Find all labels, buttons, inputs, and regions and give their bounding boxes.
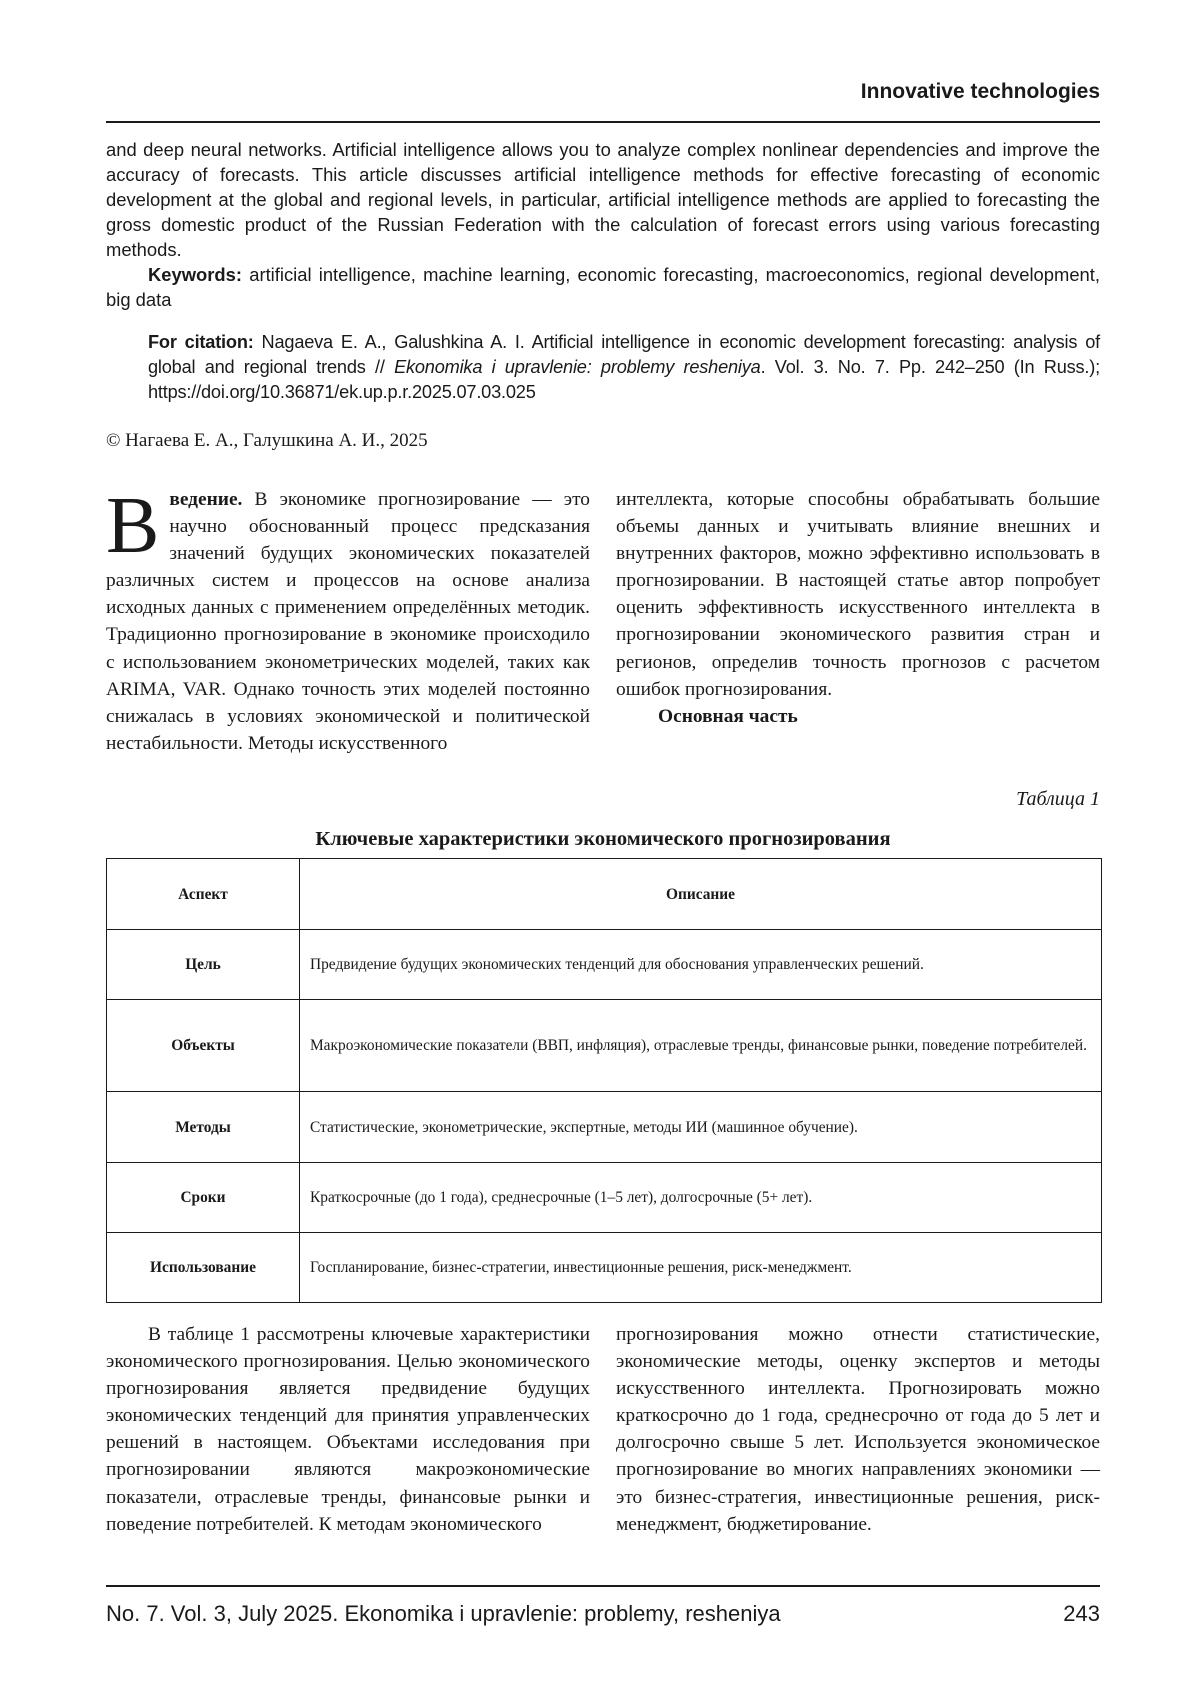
table-label: Таблица 1 [1016, 788, 1100, 810]
abstract-text: and deep neural networks. Artificial intelligence allows you to analyze complex nonlinear dependencies and improve the accuracy of forecasts. This article discusses artificial intelligence methods for effective forecasting of economic development at the global and regional levels, in particular, artificial intelligence methods are applied to forecasting the gross domestic product of the Russian Federation with the calculation of forecast errors using various forecasting methods. [106, 139, 1100, 260]
intro-paragraph [106, 482, 590, 757]
citation-text-2: . Vol. 3. No. 7. Pp. 242–250 (In Russ.); https://doi.org/10.36871/ek.up.p.r.2025.07.03.025 [148, 357, 1100, 402]
keywords [106, 262, 1100, 312]
intro-lead: ведение. [169, 489, 243, 510]
table-cell-description: Макроэкономические показатели (ВВП, инфляция), отраслевые тренды, финансовые рынки, поведение потребителей. [300, 1000, 1102, 1092]
table-row [107, 1163, 1102, 1233]
running-header: Innovative technologies [860, 80, 1100, 103]
table-row [107, 1233, 1102, 1303]
copyright: © Нагаева Е. А., Галушкина А. И., 2025 [106, 430, 428, 451]
abstract [106, 137, 1100, 312]
table-cell-description: Госпланирование, бизнес-стратегии, инвестиционные решения, риск-менеджмент. [300, 1233, 1102, 1303]
table-title: Ключевые характеристики экономического прогнозирования [315, 828, 891, 850]
table-row [107, 1092, 1102, 1163]
keywords-text: artificial intelligence, machine learning, economic forecasting, macroeconomics, regional development, big data [106, 264, 1100, 310]
table-cell-aspect: Объекты [107, 1000, 300, 1092]
footer-rule [106, 1585, 1100, 1587]
keywords-label: Keywords: [148, 264, 243, 285]
table-row [107, 930, 1102, 1000]
table-cell-aspect: Использование [107, 1233, 300, 1303]
body-left-column [106, 1321, 590, 1538]
header-rule [106, 121, 1100, 123]
citation-label: For citation: [148, 332, 254, 352]
citation-text-1: Nagaeva E. A., Galushkina A. I. Artificial intelligence in economic development forecasting: analysis of global and regional trends // [148, 332, 1100, 377]
table-cell-aspect: Цель [107, 930, 300, 1000]
characteristics-table [106, 858, 1102, 1303]
table-cell-aspect: Методы [107, 1092, 300, 1163]
intro-left-column [106, 482, 590, 757]
table-cell-description: Предвидение будущих экономических тенденций для обоснования управленческих решений. [300, 930, 1102, 1000]
body-left-text: В таблице 1 рассмотрены ключевые характеристики экономического прогнозирования. Целью экономического прогнозирования является предвидение будущих экономических тенденций для принятия управленческих решений в настоящем. Объектами исследования при прогнозировании являются макроэкономические показатели, отраслевые тренды, финансовые рынки и поведение потребителей. К методам экономического [106, 1324, 590, 1535]
table-header-aspect: Аспект [107, 859, 300, 930]
table-header-description: Описание [300, 859, 1102, 930]
table-cell-description: Статистические, эконометрические, экспертные, методы ИИ (машинное обучение). [300, 1092, 1102, 1163]
table-cell-description: Краткосрочные (до 1 года), среднесрочные (1–5 лет), долгосрочные (5+ лет). [300, 1163, 1102, 1233]
intro-right-column [616, 486, 1100, 730]
section-heading: Основная часть [658, 705, 798, 727]
footer-issue: No. 7. Vol. 3, July 2025. Ekonomika i upravlenie: problemy, resheniya [106, 1601, 781, 1626]
table-cell-aspect: Сроки [107, 1163, 300, 1233]
body-right-text: прогнозирования можно отнести статистические, экономические методы, оценку экспертов и методы искусственного интеллекта. Прогнозировать можно краткосрочно до 1 года, среднесрочно от года до 5 лет и долгосрочно свыше 5 лет. Используется экономическое прогнозирование во многих направлениях экономики — это бизнес-стратегия, инвестиционные решения, риск-менеджмент, бюджетирование. [616, 1324, 1100, 1535]
citation [148, 330, 1100, 405]
citation-journal: Ekonomika i upravlenie: problemy resheniya [394, 357, 761, 377]
page-number: 243 [1063, 1601, 1100, 1626]
intro-left-text: В экономике прогнозирование — это научно обоснованный процесс предсказания значений будущих экономических показателей различных систем и процессов на основе анализа исходных данных с применением определённых методик. Традиционно прогнозирование в экономике происходило с использованием эконометрических моделей, таких как ARIMA, VAR. Однако точность этих моделей постоянно снижалась в условиях экономической и политической нестабильности. Методы искусственного [106, 489, 590, 754]
intro-right-text: интеллекта, которые способны обрабатывать большие объемы данных и учитывать влияние внешних и внутренних факторов, можно эффективно использовать в прогнозировании. В настоящей статье автор попробует оценить эффективность искусственного интеллекта в прогнозировании экономического развития стран и регионов, определив точность прогнозов с расчетом ошибок прогнозирования. [616, 489, 1100, 700]
drop-cap: В [106, 482, 160, 570]
table-row [107, 1000, 1102, 1092]
table-header-row [107, 859, 1102, 930]
body-right-column [616, 1321, 1100, 1538]
